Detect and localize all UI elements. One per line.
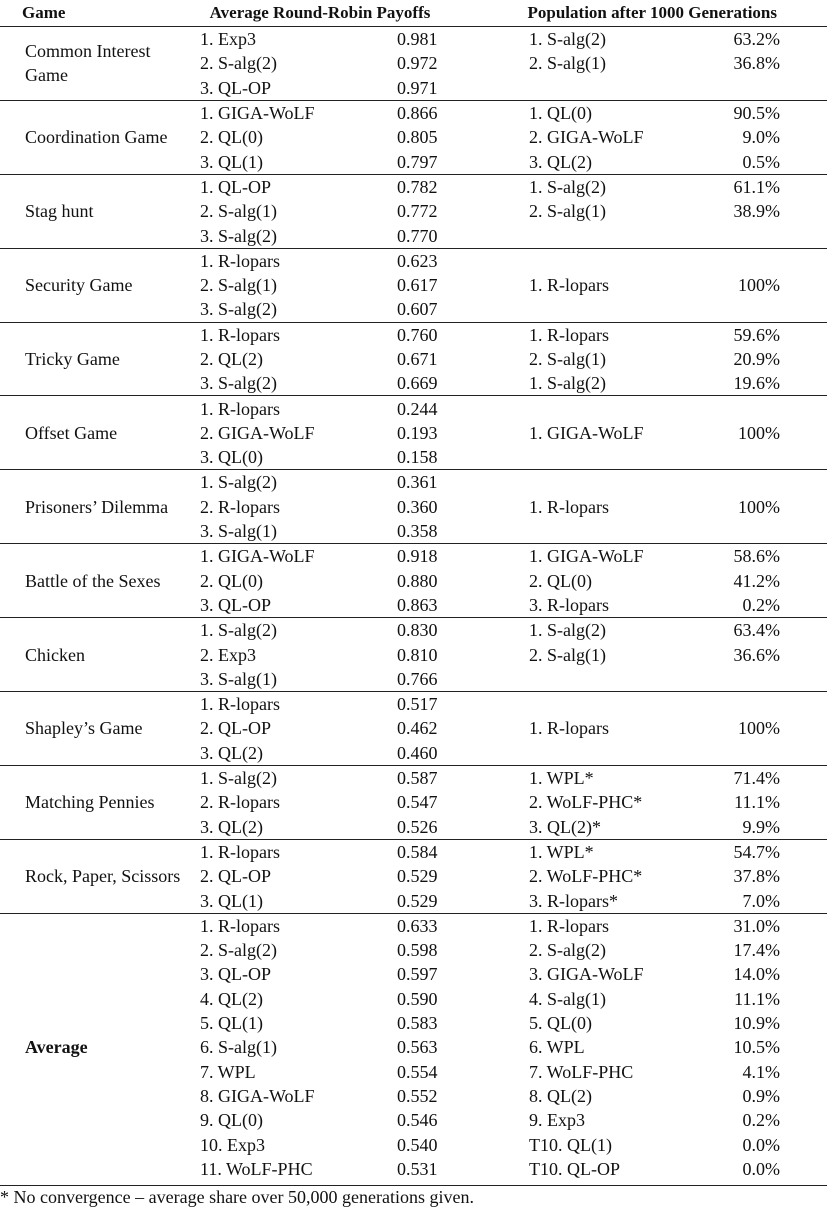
population-share: 59.6% xyxy=(722,322,827,347)
header-round-robin: Average Round-Robin Payoffs xyxy=(185,0,455,27)
round-robin-payoff: 0.244 xyxy=(385,396,455,421)
round-robin-algorithm: 1. R-lopars xyxy=(185,248,385,273)
population-share: 100% xyxy=(738,496,780,517)
population-algorithm: 3. QL(2)* xyxy=(529,816,601,837)
round-robin-algorithm: 6. S-alg(1) xyxy=(200,1037,277,1058)
round-robin-algorithm: 2. Exp3 xyxy=(200,644,256,665)
column-gap xyxy=(455,371,527,396)
population-algorithm xyxy=(527,248,722,273)
population-algorithm: 2. WoLF-PHC* xyxy=(529,866,643,887)
population-share: 0.2% xyxy=(742,1110,780,1131)
round-robin-payoff: 0.597 xyxy=(397,964,438,985)
round-robin-algorithm: 2. QL(2) xyxy=(200,349,263,369)
round-robin-payoff: 0.552 xyxy=(397,1085,438,1106)
column-gap xyxy=(455,1132,527,1156)
column-gap xyxy=(455,716,527,740)
round-robin-algorithm: 5. QL(1) xyxy=(200,1013,263,1034)
game-name: Stag hunt xyxy=(0,174,185,248)
population-algorithm: 1. GIGA-WoLF xyxy=(527,544,722,569)
game-name: Shapley’s Game xyxy=(0,692,185,766)
round-robin-payoff: 0.830 xyxy=(385,618,455,643)
round-robin-payoff: 0.810 xyxy=(397,644,438,665)
round-robin-payoff: 0.972 xyxy=(397,53,438,74)
column-gap xyxy=(455,51,527,75)
round-robin-payoff: 0.583 xyxy=(397,1013,438,1034)
column-gap xyxy=(455,199,527,223)
round-robin-payoff: 0.669 xyxy=(397,373,438,394)
table-row xyxy=(0,174,827,199)
column-gap xyxy=(455,495,527,519)
column-gap xyxy=(455,987,527,1011)
round-robin-algorithm: 1. S-alg(2) xyxy=(185,470,385,495)
round-robin-algorithm: 7. WPL xyxy=(200,1061,256,1082)
population-algorithm: 8. QL(2) xyxy=(529,1085,592,1106)
game-name: Average xyxy=(0,913,185,1181)
round-robin-payoff: 0.587 xyxy=(385,765,455,790)
column-gap xyxy=(455,618,527,643)
round-robin-payoff: 0.361 xyxy=(385,470,455,495)
population-algorithm: 1. R-lopars xyxy=(527,322,722,347)
header-row xyxy=(0,0,827,27)
table-row xyxy=(0,27,827,52)
round-robin-algorithm: 1. R-lopars xyxy=(185,322,385,347)
population-algorithm xyxy=(527,223,722,248)
round-robin-algorithm: 8. GIGA-WoLF xyxy=(200,1085,315,1106)
round-robin-algorithm: 1. GIGA-WoLF xyxy=(185,544,385,569)
column-gap xyxy=(455,962,527,986)
population-algorithm xyxy=(527,519,722,544)
bottom-rule xyxy=(0,1185,827,1186)
round-robin-payoff: 0.866 xyxy=(385,100,455,125)
game-name: Tricky Game xyxy=(0,322,185,396)
population-share: 10.9% xyxy=(733,1013,780,1034)
column-gap xyxy=(455,692,527,717)
round-robin-payoff: 0.766 xyxy=(397,668,438,689)
round-robin-algorithm: 3. QL-OP xyxy=(200,964,271,985)
population-algorithm xyxy=(527,692,722,717)
population-share: 100% xyxy=(738,275,780,296)
population-share: 71.4% xyxy=(722,765,827,790)
population-algorithm: 2. S-alg(2) xyxy=(529,940,606,961)
round-robin-algorithm: 1. GIGA-WoLF xyxy=(185,100,385,125)
round-robin-algorithm: 2. QL-OP xyxy=(200,866,271,887)
population-algorithm: 3. R-lopars xyxy=(529,594,609,615)
round-robin-payoff: 0.782 xyxy=(385,174,455,199)
column-gap xyxy=(455,27,527,52)
column-gap xyxy=(455,839,527,864)
round-robin-algorithm: 2. R-lopars xyxy=(200,792,280,813)
round-robin-algorithm: 3. S-alg(1) xyxy=(200,668,277,689)
population-algorithm: 3. QL(2) xyxy=(529,151,592,172)
round-robin-payoff: 0.193 xyxy=(397,422,438,443)
game-name: Coordination Game xyxy=(0,100,185,174)
column-gap xyxy=(455,223,527,248)
column-gap xyxy=(455,913,527,938)
column-gap xyxy=(455,470,527,495)
round-robin-payoff: 0.546 xyxy=(397,1110,438,1131)
population-algorithm xyxy=(527,667,722,692)
population-share xyxy=(722,741,827,766)
round-robin-algorithm: 10. Exp3 xyxy=(200,1134,265,1155)
round-robin-payoff: 0.805 xyxy=(397,127,438,148)
population-share: 36.6% xyxy=(733,644,780,665)
population-algorithm: 3. GIGA-WoLF xyxy=(529,964,644,985)
population-share: 90.5% xyxy=(722,100,827,125)
round-robin-payoff: 0.590 xyxy=(397,988,438,1009)
round-robin-algorithm: 1. Exp3 xyxy=(200,29,256,50)
population-algorithm: 1. S-alg(2) xyxy=(527,174,722,199)
population-algorithm: 4. S-alg(1) xyxy=(529,988,606,1009)
round-robin-payoff: 0.770 xyxy=(397,225,438,246)
round-robin-algorithm: 3. QL(2) xyxy=(200,816,263,837)
game-name: Matching Pennies xyxy=(0,765,185,839)
population-algorithm: 2. S-alg(1) xyxy=(529,53,606,74)
round-robin-payoff: 0.526 xyxy=(397,816,438,837)
column-gap xyxy=(455,642,527,666)
round-robin-payoff: 0.633 xyxy=(385,913,455,938)
round-robin-payoff: 0.671 xyxy=(397,349,438,369)
round-robin-algorithm: 2. QL(0) xyxy=(200,570,263,591)
population-share: 17.4% xyxy=(733,940,780,961)
column-gap xyxy=(455,396,527,421)
column-gap xyxy=(455,765,527,790)
round-robin-payoff: 0.460 xyxy=(397,742,438,763)
round-robin-payoff: 0.797 xyxy=(397,151,438,172)
table-row xyxy=(0,470,827,495)
round-robin-algorithm: 3. QL(0) xyxy=(200,447,263,468)
round-robin-payoff: 0.540 xyxy=(397,1134,438,1155)
game-name: Chicken xyxy=(0,618,185,692)
round-robin-algorithm: 2. S-alg(2) xyxy=(200,940,277,961)
population-algorithm xyxy=(527,396,722,421)
round-robin-payoff: 0.563 xyxy=(397,1037,438,1058)
round-robin-algorithm: 1. QL-OP xyxy=(185,174,385,199)
column-gap xyxy=(455,1059,527,1083)
column-gap xyxy=(455,421,527,445)
column-gap xyxy=(455,248,527,273)
game-name: Common Interest Game xyxy=(25,41,151,86)
round-robin-algorithm: 1. S-alg(2) xyxy=(185,765,385,790)
table-row xyxy=(0,913,827,938)
column-gap xyxy=(455,125,527,149)
round-robin-payoff: 0.584 xyxy=(385,839,455,864)
population-share: 11.1% xyxy=(734,988,780,1009)
population-share: 10.5% xyxy=(733,1037,780,1058)
round-robin-payoff: 0.607 xyxy=(397,299,438,320)
round-robin-payoff: 0.760 xyxy=(385,322,455,347)
round-robin-algorithm: 9. QL(0) xyxy=(200,1110,263,1131)
population-algorithm: 2. QL(0) xyxy=(529,570,592,591)
population-share: 63.2% xyxy=(733,29,780,50)
population-share: 58.6% xyxy=(722,544,827,569)
population-algorithm xyxy=(527,297,722,322)
column-gap xyxy=(455,864,527,888)
population-share: 100% xyxy=(738,718,780,739)
column-gap xyxy=(455,667,527,692)
round-robin-algorithm: 2. R-lopars xyxy=(200,496,280,517)
population-share: 0.5% xyxy=(742,151,780,172)
round-robin-algorithm: 2. QL(0) xyxy=(200,127,263,148)
round-robin-payoff: 0.358 xyxy=(397,521,438,542)
column-gap xyxy=(455,1084,527,1108)
round-robin-payoff: 0.772 xyxy=(397,201,438,222)
table-body xyxy=(0,27,827,1181)
column-gap xyxy=(455,1108,527,1132)
round-robin-algorithm: 3. QL-OP xyxy=(200,594,271,615)
round-robin-algorithm: 1. R-lopars xyxy=(185,692,385,717)
table-row xyxy=(0,248,827,273)
game-name: Offset Game xyxy=(0,396,185,470)
round-robin-algorithm: 2. S-alg(1) xyxy=(200,275,277,296)
population-algorithm: 2. WoLF-PHC* xyxy=(529,792,643,813)
population-share xyxy=(722,297,827,322)
column-gap xyxy=(455,76,527,101)
population-share: 38.9% xyxy=(733,201,780,222)
population-share xyxy=(722,667,827,692)
population-share: 0.0% xyxy=(742,1158,780,1179)
game-name: Rock, Paper, Scissors xyxy=(0,839,185,913)
round-robin-algorithm: 11. WoLF-PHC xyxy=(200,1158,313,1179)
round-robin-payoff: 0.981 xyxy=(397,29,438,50)
population-share xyxy=(722,445,827,470)
population-algorithm: 3. R-lopars* xyxy=(529,890,618,911)
round-robin-payoff: 0.531 xyxy=(397,1158,438,1179)
round-robin-algorithm: 3. QL(1) xyxy=(200,890,263,911)
column-gap xyxy=(455,1011,527,1035)
population-algorithm: 1. QL(0) xyxy=(527,100,722,125)
column-gap xyxy=(455,322,527,347)
population-algorithm: 2. S-alg(1) xyxy=(529,201,606,222)
round-robin-algorithm: 1. R-lopars xyxy=(185,396,385,421)
column-gap xyxy=(455,100,527,125)
round-robin-payoff: 0.918 xyxy=(385,544,455,569)
population-share: 7.0% xyxy=(742,890,780,911)
column-gap xyxy=(455,149,527,174)
round-robin-algorithm: 3. QL(2) xyxy=(200,742,263,763)
table-row xyxy=(0,100,827,125)
round-robin-payoff: 0.863 xyxy=(397,594,438,615)
population-share: 61.1% xyxy=(722,174,827,199)
round-robin-payoff: 0.617 xyxy=(397,275,438,296)
population-algorithm: 2. S-alg(1) xyxy=(529,644,606,665)
round-robin-payoff: 0.529 xyxy=(397,866,438,887)
population-algorithm: 1. S-alg(2) xyxy=(529,373,606,394)
population-share xyxy=(722,519,827,544)
round-robin-algorithm: 3. QL-OP xyxy=(200,77,271,98)
column-gap xyxy=(455,1157,527,1181)
population-algorithm xyxy=(527,741,722,766)
column-gap xyxy=(455,888,527,913)
population-algorithm: 9. Exp3 xyxy=(529,1110,585,1131)
population-algorithm: 1. WPL* xyxy=(527,839,722,864)
population-algorithm: 2. GIGA-WoLF xyxy=(529,127,644,148)
header-game: Game xyxy=(0,0,185,27)
population-share xyxy=(722,470,827,495)
round-robin-payoff: 0.598 xyxy=(397,940,438,961)
table-row xyxy=(0,618,827,643)
round-robin-algorithm: 3. QL(1) xyxy=(200,151,263,172)
game-name: Security Game xyxy=(0,248,185,322)
round-robin-algorithm: 1. R-lopars xyxy=(185,913,385,938)
column-gap xyxy=(455,569,527,593)
population-share: 41.2% xyxy=(733,570,780,591)
population-algorithm: T10. QL(1) xyxy=(529,1134,612,1155)
table-row xyxy=(0,765,827,790)
table-row xyxy=(0,396,827,421)
round-robin-payoff: 0.880 xyxy=(397,570,438,591)
population-share xyxy=(722,248,827,273)
round-robin-payoff: 0.158 xyxy=(397,447,438,468)
population-share: 100% xyxy=(738,422,780,443)
population-share: 19.6% xyxy=(733,373,780,394)
round-robin-payoff: 0.623 xyxy=(385,248,455,273)
population-share: 63.4% xyxy=(722,618,827,643)
population-share: 31.0% xyxy=(722,913,827,938)
population-share: 9.0% xyxy=(742,127,780,148)
population-algorithm: 1. WPL* xyxy=(527,765,722,790)
population-algorithm: 2. S-alg(1) xyxy=(529,349,606,369)
column-gap xyxy=(455,790,527,814)
population-share: 4.1% xyxy=(742,1061,780,1082)
population-share xyxy=(722,396,827,421)
population-algorithm: 1. S-alg(2) xyxy=(527,618,722,643)
column-gap xyxy=(455,297,527,322)
column-gap xyxy=(455,593,527,618)
column-gap xyxy=(455,445,527,470)
table-row xyxy=(0,839,827,864)
round-robin-payoff: 0.554 xyxy=(397,1061,438,1082)
table-row xyxy=(0,544,827,569)
population-algorithm: 1. R-lopars xyxy=(527,913,722,938)
round-robin-payoff: 0.547 xyxy=(397,792,438,813)
population-share: 14.0% xyxy=(733,964,780,985)
round-robin-payoff: 0.971 xyxy=(397,77,438,98)
column-gap xyxy=(455,938,527,962)
population-algorithm: 1. R-lopars xyxy=(529,275,609,296)
population-algorithm: 1. R-lopars xyxy=(529,496,609,517)
round-robin-algorithm: 3. S-alg(1) xyxy=(200,521,277,542)
round-robin-algorithm: 2. GIGA-WoLF xyxy=(200,422,315,443)
round-robin-payoff: 0.529 xyxy=(397,890,438,911)
population-share xyxy=(722,692,827,717)
population-algorithm: 5. QL(0) xyxy=(529,1013,592,1034)
column-gap xyxy=(455,815,527,840)
column-gap xyxy=(455,519,527,544)
round-robin-algorithm: 1. R-lopars xyxy=(185,839,385,864)
round-robin-algorithm: 3. S-alg(2) xyxy=(200,225,277,246)
population-share: 0.9% xyxy=(742,1085,780,1106)
round-robin-algorithm: 2. S-alg(2) xyxy=(200,53,277,74)
population-share: 36.8% xyxy=(733,53,780,74)
table-row xyxy=(0,322,827,347)
population-share: 37.8% xyxy=(733,866,780,887)
population-algorithm: 1. GIGA-WoLF xyxy=(529,422,644,443)
population-share: 11.1% xyxy=(734,792,780,813)
round-robin-algorithm: 3. S-alg(2) xyxy=(200,373,277,394)
population-share: 20.9% xyxy=(733,349,780,369)
table-row xyxy=(0,692,827,717)
population-share xyxy=(722,76,827,101)
column-gap xyxy=(455,544,527,569)
column-gap xyxy=(455,1035,527,1059)
column-gap xyxy=(455,347,527,371)
round-robin-algorithm: 4. QL(2) xyxy=(200,988,263,1009)
round-robin-payoff: 0.517 xyxy=(385,692,455,717)
population-algorithm xyxy=(527,470,722,495)
population-algorithm xyxy=(527,445,722,470)
population-share: 0.0% xyxy=(742,1134,780,1155)
population-share: 54.7% xyxy=(722,839,827,864)
population-algorithm: 1. R-lopars xyxy=(529,718,609,739)
column-gap xyxy=(455,174,527,199)
population-algorithm: 1. S-alg(2) xyxy=(529,29,606,50)
column-gap xyxy=(455,273,527,297)
round-robin-algorithm: 2. S-alg(1) xyxy=(200,201,277,222)
round-robin-algorithm: 2. QL-OP xyxy=(200,718,271,739)
header-population: Population after 1000 Generations xyxy=(455,0,827,27)
footnote: * No convergence – average share over 50,000 generations given. xyxy=(0,1187,474,1207)
game-name: Prisoners’ Dilemma xyxy=(0,470,185,544)
game-name: Battle of the Sexes xyxy=(0,544,185,618)
round-robin-algorithm: 3. S-alg(2) xyxy=(200,299,277,320)
round-robin-payoff: 0.462 xyxy=(397,718,438,739)
population-algorithm xyxy=(527,76,722,101)
round-robin-algorithm: 1. S-alg(2) xyxy=(185,618,385,643)
round-robin-payoff: 0.360 xyxy=(397,496,438,517)
column-gap xyxy=(455,741,527,766)
population-algorithm: 6. WPL xyxy=(529,1037,585,1058)
population-algorithm: 7. WoLF-PHC xyxy=(529,1061,634,1082)
population-algorithm: T10. QL-OP xyxy=(529,1158,620,1179)
population-share: 0.2% xyxy=(742,594,780,615)
population-share xyxy=(722,223,827,248)
population-share: 9.9% xyxy=(742,816,780,837)
